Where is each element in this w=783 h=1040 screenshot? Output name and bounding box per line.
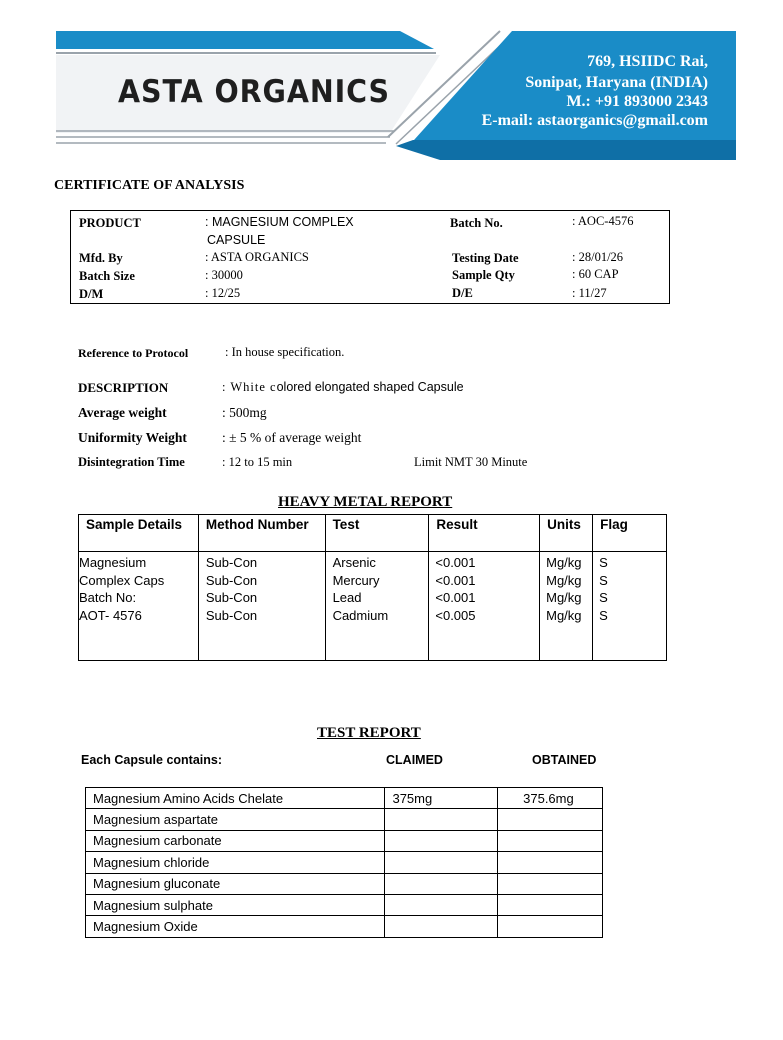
ingredient-name: Magnesium chloride <box>86 852 385 873</box>
test-cell <box>325 552 429 661</box>
unit-value: Mg/kg <box>546 590 582 605</box>
ingredient-name: Magnesium sulphate <box>86 894 385 915</box>
flag-value: S <box>599 590 608 605</box>
test-value: Mercury <box>332 572 380 588</box>
obtained-value <box>498 873 603 894</box>
batch-no-label: Batch No. <box>450 216 503 230</box>
batch-size-value: : 30000 <box>205 268 243 282</box>
table-row <box>86 809 603 830</box>
sample-details-cell <box>79 552 199 661</box>
test-value: Arsenic <box>332 555 376 570</box>
column-header: Result <box>429 515 540 552</box>
claimed-value <box>385 873 498 894</box>
protocol-value: : In house specification. <box>225 345 345 359</box>
ingredient-name: Magnesium Amino Acids Chelate <box>86 788 385 809</box>
table-header-row <box>79 515 667 552</box>
product-value-cont: CAPSULE <box>207 233 266 247</box>
claimed-value <box>385 830 498 851</box>
test-report-title: TEST REPORT <box>317 725 421 741</box>
mfd-label: Mfd. By <box>79 251 123 265</box>
address-line: 769, HSIIDC Rai, <box>587 53 708 70</box>
letterhead <box>0 0 783 170</box>
result-value: <0.001 <box>435 590 476 605</box>
obtained-header: OBTAINED <box>532 753 597 767</box>
column-header: Method Number <box>198 515 325 552</box>
ingredient-name: Magnesium Oxide <box>86 916 385 937</box>
uniformity-value: : ± 5 % of average weight <box>222 430 362 445</box>
product-value: : MAGNESIUM COMPLEX <box>205 215 354 229</box>
sample-detail-line: Magnesium <box>79 555 147 570</box>
column-header: Test <box>325 515 429 552</box>
table-row <box>86 830 603 851</box>
table-row <box>86 873 603 894</box>
test-report-table <box>85 787 603 938</box>
sample-qty-label: Sample Qty <box>452 268 515 282</box>
obtained-value: 375.6mg <box>498 788 603 809</box>
batch-no-value: : AOC-4576 <box>572 214 634 228</box>
table-row <box>86 894 603 915</box>
mfd-value: : ASTA ORGANICS <box>205 250 309 264</box>
product-info-box <box>70 210 670 304</box>
uniformity-label: Uniformity Weight <box>78 430 187 445</box>
method-value: Sub-Con <box>205 555 258 570</box>
batch-size-label: Batch Size <box>79 269 135 283</box>
document-title: CERTIFICATE OF ANALYSIS <box>54 178 245 193</box>
testing-date-value: : 28/01/26 <box>572 250 624 264</box>
flag-value: S <box>599 572 608 588</box>
method-cell <box>198 552 325 661</box>
table-row <box>86 916 603 937</box>
obtained-value <box>498 809 603 830</box>
description-label: DESCRIPTION <box>78 380 169 395</box>
email-line: E-mail: astaorganics@gmail.com <box>481 112 708 129</box>
disintegration-label: Disintegration Time <box>78 455 185 469</box>
product-label: PRODUCT <box>79 216 141 230</box>
sample-detail-line: Batch No: <box>79 590 137 605</box>
sample-detail-line: AOT- 4576 <box>79 607 142 623</box>
de-label: D/E <box>452 286 473 300</box>
de-value: : 11/27 <box>572 286 607 300</box>
sample-detail-line: Complex Caps <box>79 572 165 588</box>
heavy-metal-title: HEAVY METAL REPORT <box>278 494 453 510</box>
ingredient-name: Magnesium aspartate <box>86 809 385 830</box>
method-value: Sub-Con <box>205 572 258 588</box>
dm-label: D/M <box>79 287 104 301</box>
result-cell <box>429 552 540 661</box>
address-line: Sonipat, Haryana (INDIA) <box>525 74 708 91</box>
claimed-header: CLAIMED <box>386 753 443 767</box>
table-row <box>79 552 667 661</box>
unit-value: Mg/kg <box>546 555 582 570</box>
sample-qty-value: : 60 CAP <box>572 267 619 281</box>
dm-value: : 12/25 <box>205 286 241 300</box>
obtained-value <box>498 830 603 851</box>
column-header: Flag <box>593 515 667 552</box>
phone-line: M.: +91 893000 2343 <box>566 93 708 110</box>
test-value: Lead <box>332 590 362 605</box>
claimed-value <box>385 852 498 873</box>
column-header: Units <box>540 515 593 552</box>
result-value: <0.001 <box>435 555 476 570</box>
method-value: Sub-Con <box>205 607 258 623</box>
units-cell <box>540 552 593 661</box>
obtained-value <box>498 852 603 873</box>
heavy-metal-table <box>78 514 667 661</box>
result-value: <0.001 <box>435 572 476 588</box>
ingredient-name: Magnesium gluconate <box>86 873 385 894</box>
flag-cell <box>593 552 667 661</box>
obtained-value <box>498 894 603 915</box>
method-value: Sub-Con <box>205 590 258 605</box>
description-value: : White colored elongated shaped Capsule <box>222 380 464 394</box>
avg-weight-label: Average weight <box>78 405 167 420</box>
claimed-value <box>385 809 498 830</box>
disintegration-limit: Limit NMT 30 Minute <box>414 455 528 469</box>
obtained-value <box>498 916 603 937</box>
protocol-label: Reference to Protocol <box>78 346 189 360</box>
table-row <box>86 852 603 873</box>
unit-value: Mg/kg <box>546 607 582 623</box>
claimed-value <box>385 916 498 937</box>
result-value: <0.005 <box>435 607 476 623</box>
company-name: ASTA ORGANICS <box>118 74 390 110</box>
testing-date-label: Testing Date <box>452 251 519 265</box>
disintegration-value: : 12 to 15 min <box>222 455 293 469</box>
claimed-value: 375mg <box>385 788 498 809</box>
test-value: Cadmium <box>332 607 389 623</box>
flag-value: S <box>599 607 608 623</box>
column-header: Sample Details <box>79 515 199 552</box>
ingredient-name: Magnesium carbonate <box>86 830 385 851</box>
avg-weight-value: : 500mg <box>222 405 267 420</box>
table-row <box>86 788 603 809</box>
flag-value: S <box>599 555 608 570</box>
contains-label: Each Capsule contains: <box>81 753 223 767</box>
claimed-value <box>385 894 498 915</box>
unit-value: Mg/kg <box>546 572 582 588</box>
